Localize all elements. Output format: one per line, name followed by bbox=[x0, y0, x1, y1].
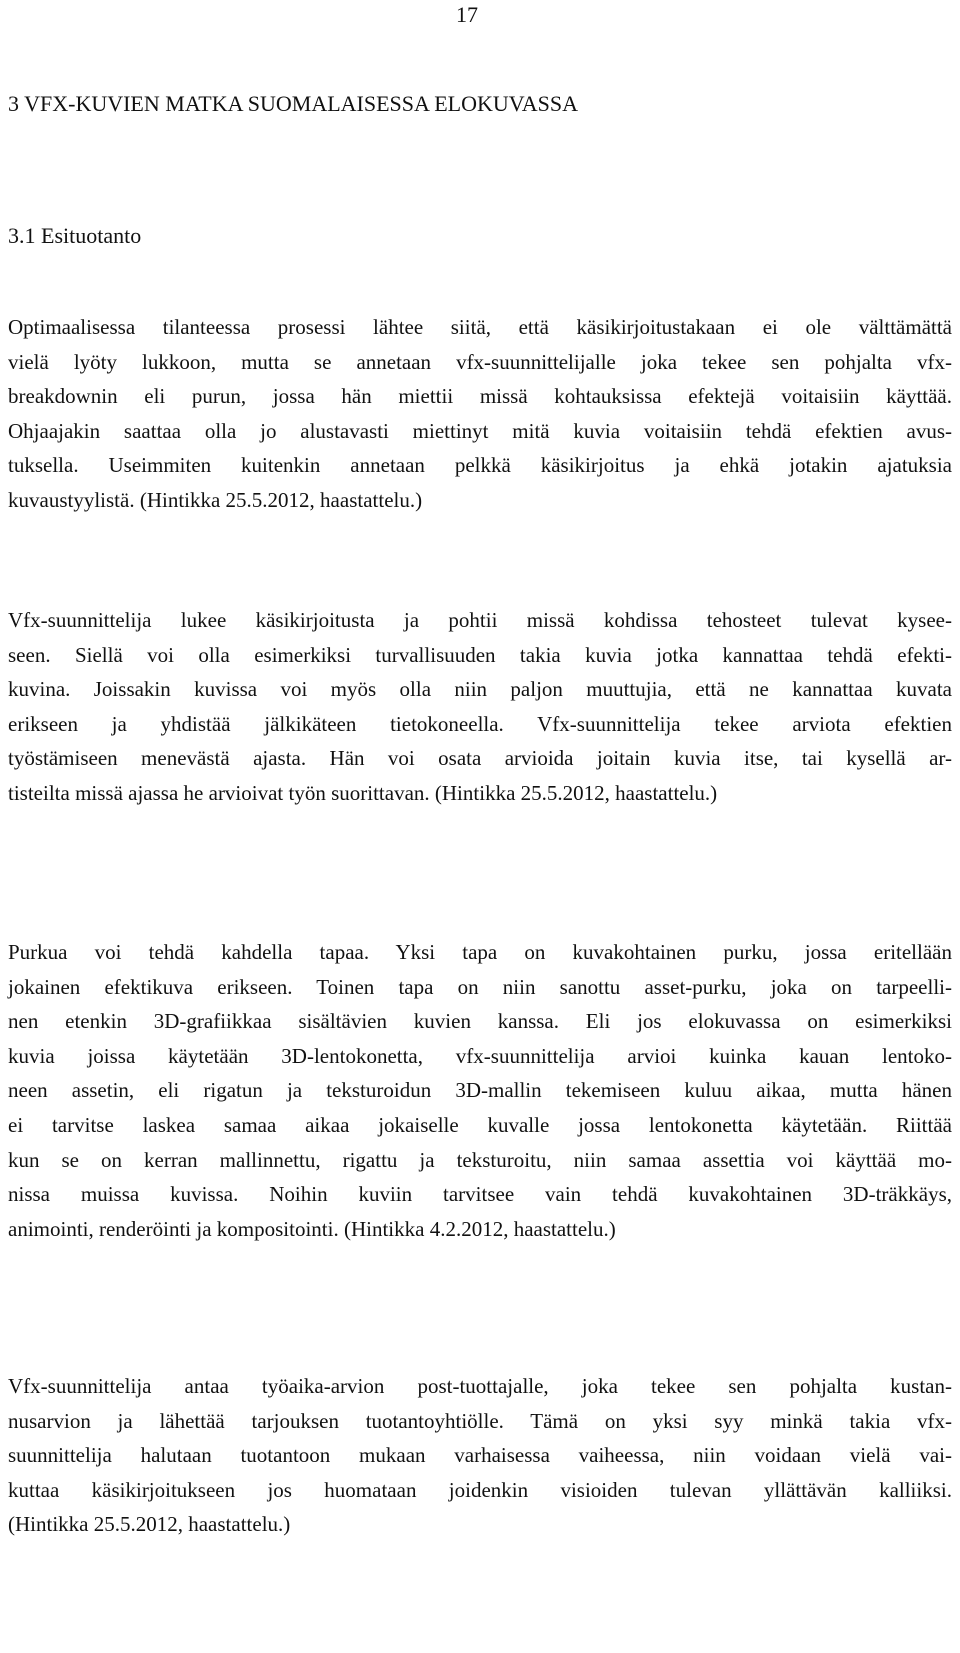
text-line: nusarvion ja lähettää tarjouksen tuotantoyhtiölle. Tämä on yksi syy minkä takia vfx- bbox=[8, 1408, 952, 1433]
paragraph-1 bbox=[8, 310, 952, 518]
paragraph-4 bbox=[8, 1369, 952, 1542]
text-line: Ohjaajakin saattaa olla jo alustavasti miettinyt mitä kuvia voitaisiin tehdä efektien avus- bbox=[8, 418, 952, 443]
text-line: nissa muissa kuvissa. Noihin kuviin tarvitsee vain tehdä kuvakohtainen 3D-träkkäys, bbox=[8, 1182, 952, 1207]
paragraph-3 bbox=[8, 935, 952, 1246]
paragraph-2 bbox=[8, 603, 952, 811]
text-line: suunnittelija halutaan tuotantoon mukaan varhaisessa vaiheessa, niin voidaan vielä vai- bbox=[8, 1443, 952, 1468]
text-line: vielä lyöty lukkoon, mutta se annetaan vfx-suunnittelijalle joka tekee sen pohjalta vfx- bbox=[8, 349, 952, 374]
text-line: animointi, renderöinti ja kompositointi. (Hintikka 4.2.2012, haastattelu.) bbox=[8, 1216, 616, 1241]
text-line: kuttaa käsikirjoitukseen jos huomataan joidenkin visioiden tulevan yllättävän kalliiksi. bbox=[8, 1477, 952, 1502]
text-line: Vfx-suunnittelija lukee käsikirjoitusta ja pohtii missä kohdissa tehosteet tulevat kysee- bbox=[8, 608, 952, 632]
page-number: 17 bbox=[456, 2, 478, 27]
text-line: kuvina. Joissakin kuvissa voi myös olla niin paljon muuttujia, että ne kannattaa kuvata bbox=[8, 677, 952, 702]
text-line: seen. Siellä voi olla esimerkiksi turvallisuuden takia kuvia jotka kannattaa tehdä efekti- bbox=[8, 642, 952, 667]
text-line: tisteilta missä ajassa he arvioivat työn suorittavan. (Hintikka 25.5.2012, haastattelu.) bbox=[8, 780, 718, 805]
text-line: ei tarvitse laskea samaa aikaa jokaiselle kuvalle jossa lentokonetta käytetään. Riittää bbox=[8, 1112, 952, 1137]
chapter-heading: 3 VFX-KUVIEN MATKA SUOMALAISESSA ELOKUVASSA bbox=[8, 91, 579, 116]
text-line: Purkua voi tehdä kahdella tapaa. Yksi tapa on kuvakohtainen purku, jossa eritellään bbox=[8, 940, 952, 964]
text-line: kuvia joissa käytetään 3D-lentokonetta, vfx-suunnittelija arvioi kuinka kauan lentoko- bbox=[8, 1043, 952, 1068]
text-line: Optimaalisessa tilanteessa prosessi lähtee siitä, että käsikirjoitustakaan ei ole välttämättä bbox=[8, 315, 952, 339]
text-line: neen assetin, eli rigatun ja teksturoidun 3D-mallin tekemiseen kuluu aikaa, mutta hänen bbox=[8, 1078, 952, 1103]
text-line: tuksella. Useimmiten kuitenkin annetaan pelkkä käsikirjoitus ja ehkä jotakin ajatuksia bbox=[8, 453, 952, 478]
section-heading: 3.1 Esituotanto bbox=[8, 223, 142, 248]
text-line: työstämiseen menevästä ajasta. Hän voi osata arvioida joitain kuvia itse, tai kysellä ar- bbox=[8, 746, 952, 771]
text-line: Vfx-suunnittelija antaa työaika-arvion post-tuottajalle, joka tekee sen pohjalta kustan- bbox=[8, 1374, 952, 1398]
text-line: (Hintikka 25.5.2012, haastattelu.) bbox=[8, 1512, 291, 1537]
text-line: kuvaustyylistä. (Hintikka 25.5.2012, haastattelu.) bbox=[8, 487, 423, 512]
text-line: erikseen ja yhdistää jälkikäteen tietokoneella. Vfx-suunnittelija tekee arviota efektien bbox=[8, 711, 952, 736]
text-line: nen etenkin 3D-grafiikkaa sisältävien kuvien kanssa. Eli jos elokuvassa on esimerkiksi bbox=[8, 1009, 952, 1034]
text-line: kun se on kerran mallinnettu, rigattu ja teksturoitu, niin samaa assettia voi käyttää mo- bbox=[8, 1147, 952, 1172]
text-line: jokainen efektikuva erikseen. Toinen tapa on niin sanottu asset-purku, joka on tarpeelli- bbox=[8, 974, 952, 999]
text-line: breakdownin eli purun, jossa hän miettii missä kohtauksissa efektejä voitaisiin käyttää. bbox=[8, 384, 952, 409]
